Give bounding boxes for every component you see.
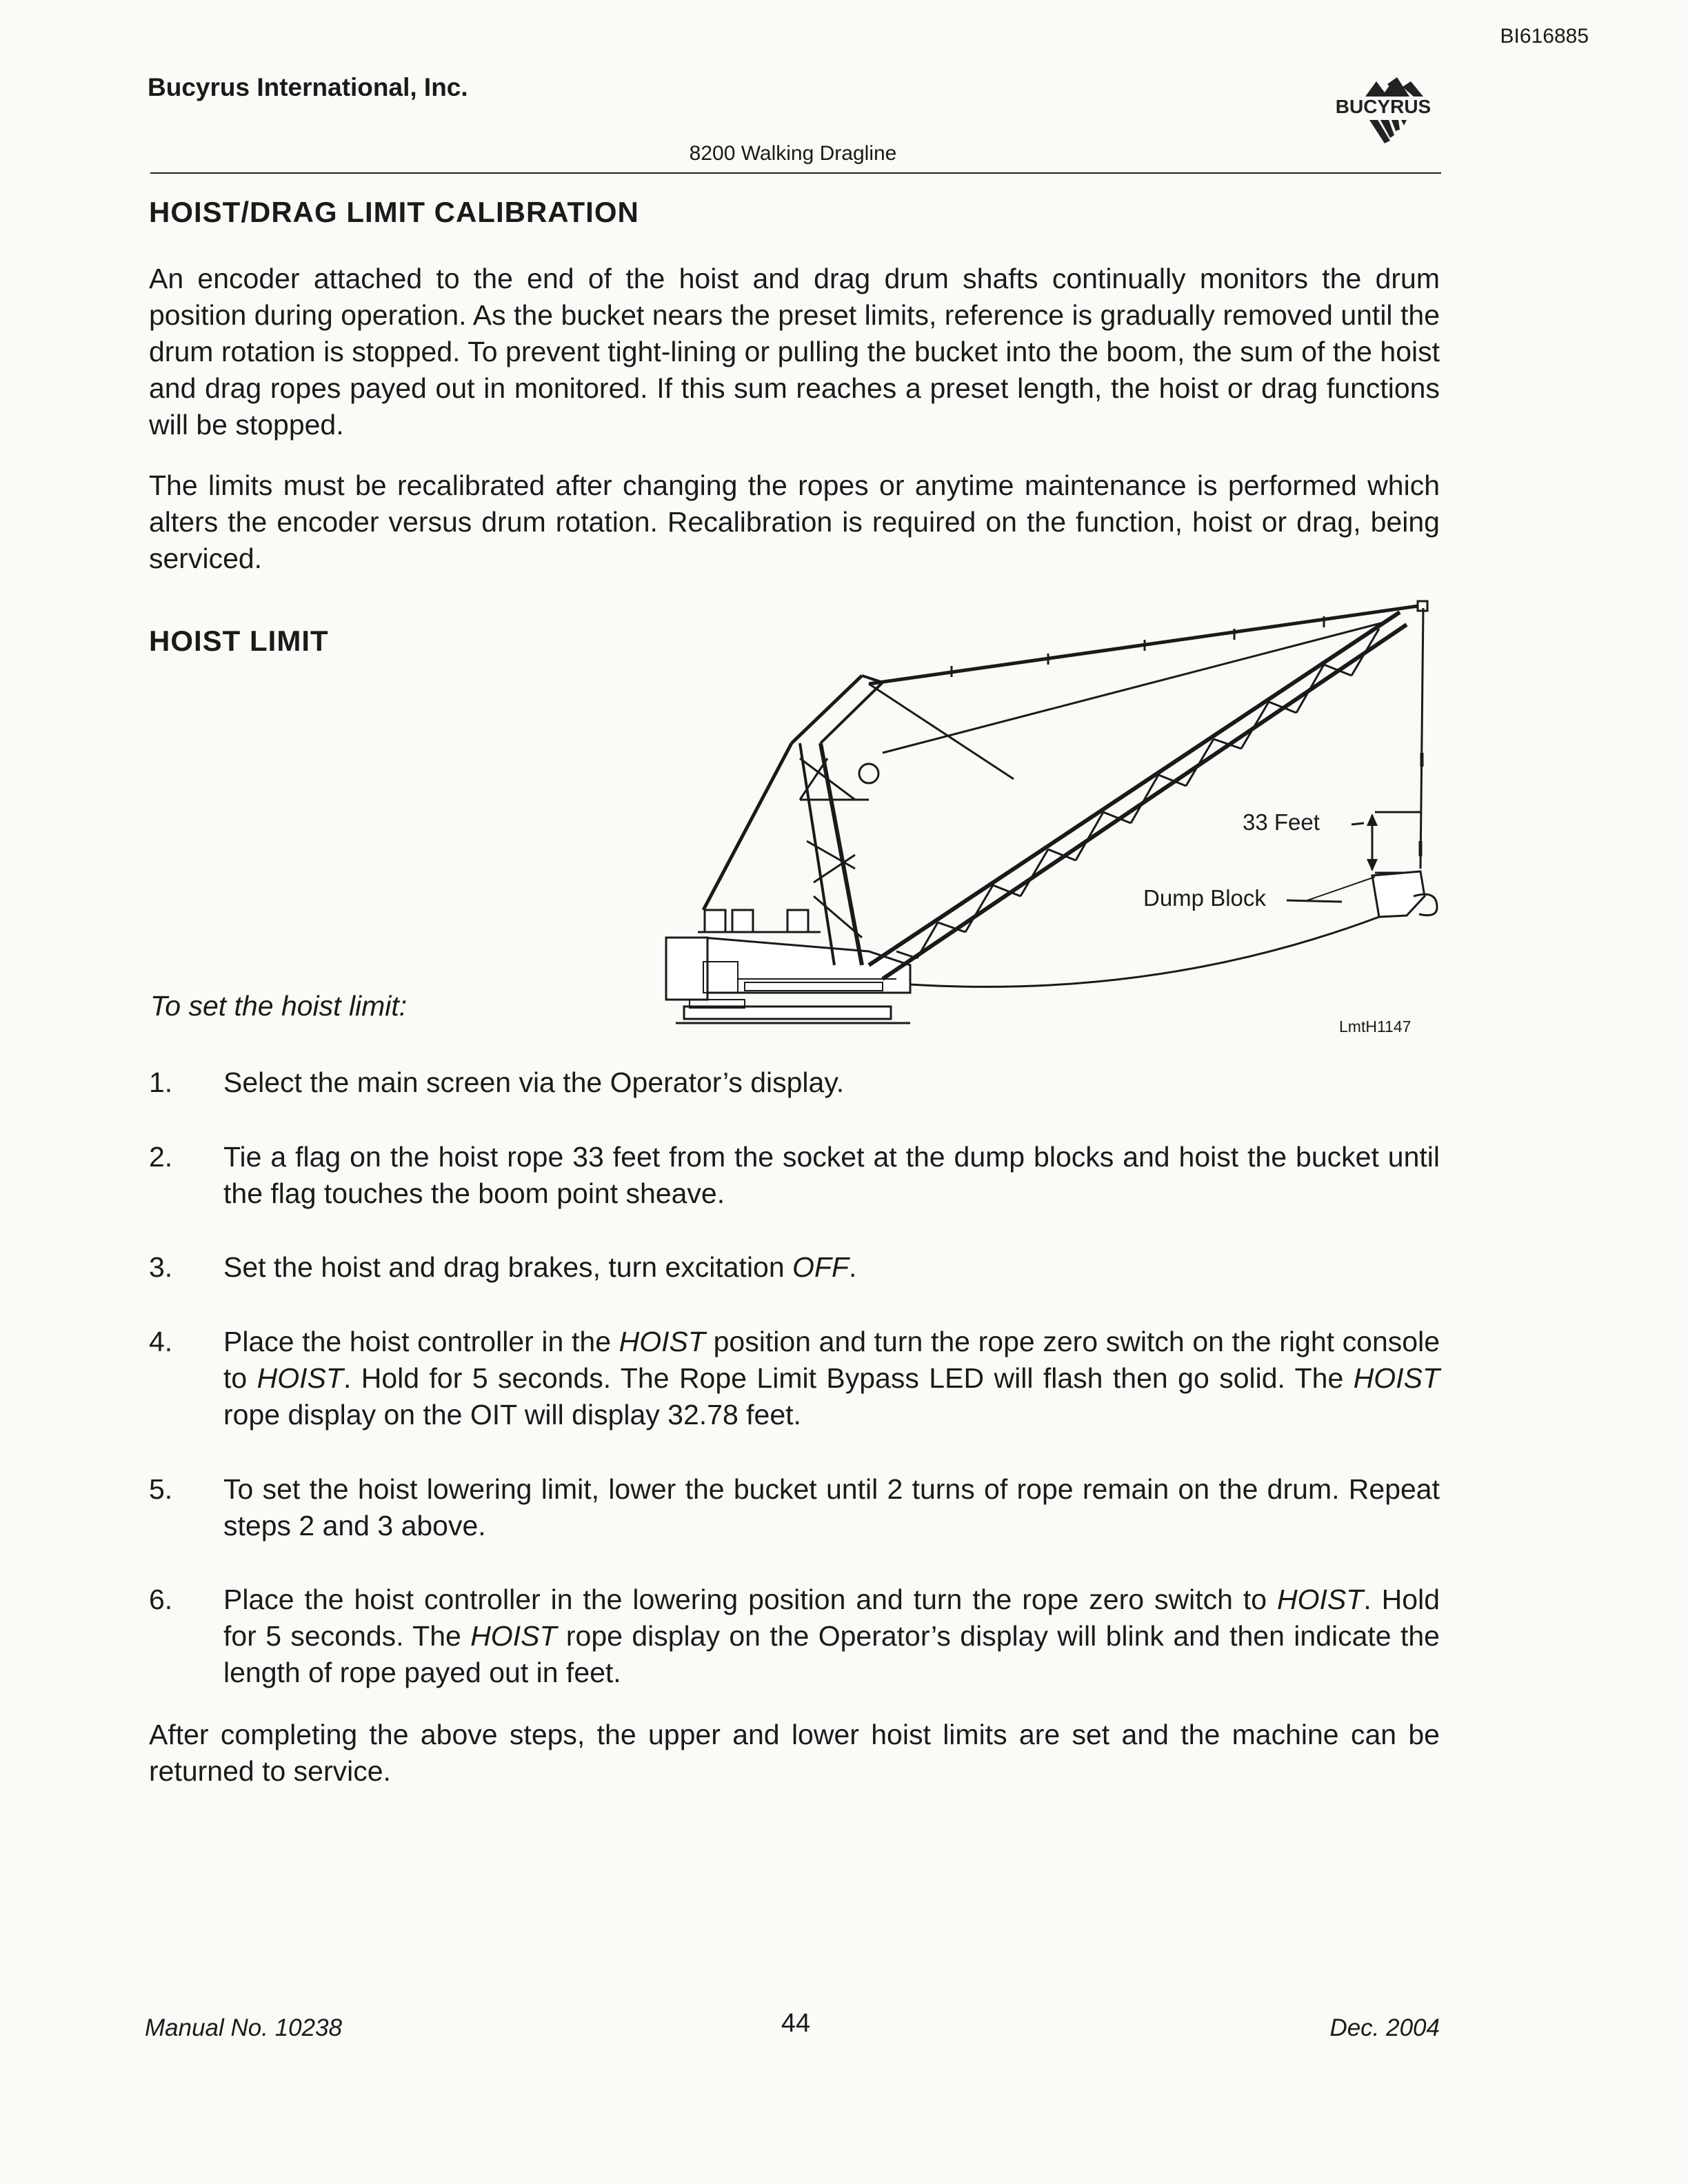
step-emphasis: HOIST: [470, 1620, 557, 1652]
figure-code: LmtH1147: [1339, 1018, 1411, 1035]
step-item: [149, 1324, 1440, 1433]
step-number: 6.: [149, 1584, 173, 1615]
hoist-limit-lead: To set the hoist limit:: [150, 990, 408, 1022]
step-text: [223, 1139, 1440, 1212]
document-id: BI616885: [1500, 25, 1589, 48]
step-item: [149, 1064, 1440, 1101]
manual-number: Manual No. 10238: [145, 2014, 343, 2041]
page-number: 44: [781, 2009, 811, 2038]
step-item: [149, 1471, 1440, 1544]
dragline-figure: [662, 593, 1441, 1048]
label-33-feet: 33 Feet: [1243, 809, 1320, 835]
header-divider: [150, 172, 1441, 174]
section-title-hoist-limit: HOIST LIMIT: [149, 625, 329, 657]
step-text-part: . Hold for 5 seconds. The: [223, 1584, 1440, 1652]
step-text-part: To set the hoist lowering limit, lower the bucket until 2 turns of rope remain on the drum. Repeat steps 2 and 3 above.: [223, 1473, 1440, 1541]
step-item: [149, 1139, 1440, 1212]
step-emphasis: HOIST: [619, 1326, 705, 1357]
label-dump-block: Dump Block: [1143, 885, 1266, 911]
step-text: [223, 1064, 1440, 1101]
step-item: [149, 1249, 1440, 1286]
section-title-calibration: HOIST/DRAG LIMIT CALIBRATION: [149, 196, 639, 228]
logo-text: BUCYRUS: [1335, 96, 1431, 117]
document-date: Dec. 2004: [1329, 2014, 1440, 2041]
step-number: 5.: [149, 1473, 173, 1505]
step-number: 1.: [149, 1066, 173, 1098]
step-text: [223, 1324, 1440, 1433]
company-name: Bucyrus International, Inc.: [148, 73, 468, 101]
step-text-part: Select the main screen via the Operator’s display.: [223, 1066, 845, 1098]
closing-paragraph: After completing the above steps, the upper and lower hoist limits are set and the machine can be returned to service.: [149, 1719, 1440, 1787]
step-number: 4.: [149, 1326, 173, 1357]
step-emphasis: HOIST: [1353, 1362, 1440, 1394]
step-number: 3.: [149, 1251, 173, 1283]
bucyrus-logo: [1321, 72, 1445, 153]
step-number: 2.: [149, 1141, 173, 1173]
step-text: [223, 1471, 1440, 1544]
step-emphasis: HOIST: [1277, 1584, 1364, 1615]
intro-paragraph: An encoder attached to the end of the hoist and drag drum shafts continually monitors the drum position during operation. As the bucket nears the preset limits, reference is gradually removed until the drum rotation is stopped. To prevent tight-lining or pulling the bucket into the boom, the sum of the hoist and drag ropes payed out in monitored. If this sum reaches a preset length, the hoist or drag functions will be stopped.: [149, 263, 1440, 441]
step-text: [223, 1249, 1440, 1286]
step-text-part: . Hold for 5 seconds. The Rope Limit Bypass LED will flash then go solid. The: [343, 1362, 1354, 1394]
step-text-part: Set the hoist and drag brakes, turn excitation: [223, 1251, 793, 1283]
step-text-part: Tie a flag on the hoist rope 33 feet from the socket at the dump blocks and hoist the bucket until the flag touches the boom point sheave.: [223, 1141, 1440, 1209]
step-text-part: .: [849, 1251, 857, 1283]
step-text-part: Place the hoist controller in the: [223, 1326, 619, 1357]
recalibration-paragraph: The limits must be recalibrated after changing the ropes or anytime maintenance is performed which alters the encoder versus drum rotation. Recalibration is required on the function, hoist or drag, being serviced.: [149, 469, 1440, 574]
step-text-part: Place the hoist controller in the lowering position and turn the rope zero switch to: [223, 1584, 1278, 1615]
document-subtitle: 8200 Walking Dragline: [689, 142, 897, 165]
step-text: [223, 1581, 1440, 1691]
step-text-part: position and turn the rope zero switch on the right console to: [223, 1326, 1440, 1394]
step-text-part: rope display on the Operator’s display will blink and then indicate the length of rope payed out in feet.: [223, 1620, 1440, 1688]
step-emphasis: OFF: [792, 1251, 850, 1283]
step-emphasis: HOIST: [257, 1362, 343, 1394]
step-item: [149, 1581, 1440, 1691]
step-text-part: rope display on the OIT will display 32.78 feet.: [223, 1399, 801, 1430]
